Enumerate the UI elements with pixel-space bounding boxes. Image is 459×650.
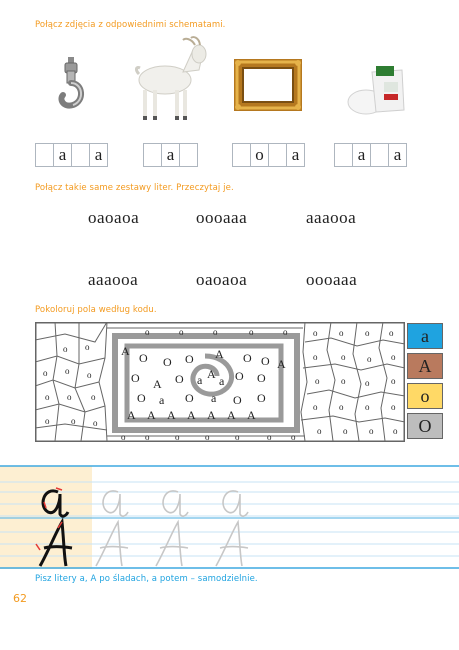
svg-text:o: o [249, 327, 254, 337]
scheme-goat [143, 143, 198, 167]
word: aaaooa [306, 208, 357, 227]
svg-text:O: O [233, 393, 242, 407]
svg-text:o: o [393, 426, 398, 436]
key-letter: o [420, 385, 430, 406]
svg-text:O: O [235, 369, 244, 383]
svg-text:o: o [85, 342, 90, 352]
svg-text:A: A [207, 367, 216, 381]
scheme-cell [35, 143, 53, 167]
svg-text:o: o [391, 376, 396, 386]
svg-text:a: a [219, 374, 225, 388]
scheme-cell [334, 143, 352, 167]
scheme-cell [268, 143, 286, 167]
svg-text:o: o [63, 344, 68, 354]
svg-text:o: o [365, 402, 370, 412]
svg-text:o: o [145, 327, 150, 337]
svg-text:O: O [137, 391, 146, 405]
svg-text:o: o [391, 402, 396, 412]
key-o [407, 383, 443, 409]
word: oooaaa [196, 208, 248, 227]
word: oaoaoa [196, 270, 248, 289]
scheme-cell [143, 143, 161, 167]
key-a [407, 323, 443, 349]
svg-text:o: o [145, 432, 150, 442]
svg-text:o: o [291, 432, 296, 442]
svg-text:o: o [341, 352, 346, 362]
svg-text:o: o [365, 378, 370, 388]
svg-text:o: o [367, 354, 372, 364]
hook-picture [55, 57, 87, 113]
svg-text:O: O [185, 391, 194, 405]
svg-text:o: o [369, 426, 374, 436]
svg-text:o: o [391, 352, 396, 362]
scheme-cell: a [388, 143, 407, 167]
svg-text:O: O [243, 351, 252, 365]
svg-text:o: o [65, 366, 70, 376]
svg-text:A: A [121, 344, 130, 358]
scheme-cell [71, 143, 89, 167]
svg-text:o: o [389, 328, 394, 338]
scheme-cell: a [89, 143, 108, 167]
svg-text:o: o [205, 432, 210, 442]
svg-text:o: o [267, 432, 272, 442]
svg-text:A: A [227, 408, 236, 422]
scheme-cell [232, 143, 250, 167]
svg-text:O: O [257, 371, 266, 385]
scheme-cell: o [250, 143, 268, 167]
svg-text:o: o [313, 352, 318, 362]
svg-text:o: o [235, 432, 240, 442]
svg-text:A: A [167, 408, 176, 422]
svg-text:O: O [185, 352, 194, 366]
svg-text:o: o [339, 402, 344, 412]
svg-text:a: a [159, 393, 165, 407]
svg-text:o: o [67, 392, 72, 402]
word: oooaaa [306, 270, 358, 289]
scheme-sack [334, 143, 407, 167]
svg-text:o: o [71, 416, 76, 426]
frame-picture [234, 59, 302, 111]
svg-text:o: o [93, 418, 98, 428]
svg-text:o: o [313, 402, 318, 412]
svg-text:o: o [315, 376, 320, 386]
scheme-frame [232, 143, 305, 167]
svg-text:A: A [127, 408, 136, 422]
word: oaoaoa [88, 208, 140, 227]
svg-text:O: O [163, 355, 172, 369]
svg-text:A: A [153, 377, 162, 391]
svg-text:o: o [121, 432, 126, 442]
svg-text:o: o [213, 327, 218, 337]
svg-text:a: a [197, 373, 203, 387]
svg-text:a: a [211, 391, 217, 405]
svg-text:O: O [261, 354, 270, 368]
scheme-hook [35, 143, 108, 167]
page-number: 62 [13, 592, 27, 605]
svg-text:o: o [175, 432, 180, 442]
key-letter: O [418, 415, 432, 436]
svg-text:A: A [277, 357, 286, 371]
svg-text:o: o [365, 328, 370, 338]
scheme-cell: a [286, 143, 305, 167]
svg-text:o: o [179, 327, 184, 337]
svg-text:o: o [313, 328, 318, 338]
key-letter: A [418, 355, 432, 376]
svg-text:o: o [317, 426, 322, 436]
task4-instruction: Pisz litery a, A po śladach, a potem – samodzielnie. [35, 574, 258, 584]
key-A [407, 353, 443, 379]
svg-text:o: o [343, 426, 348, 436]
svg-text:o: o [91, 392, 96, 402]
coloring-mosaic [35, 322, 405, 442]
handwriting-lines [0, 462, 459, 574]
svg-text:A: A [247, 408, 256, 422]
scheme-cell: a [53, 143, 71, 167]
svg-text:o: o [43, 368, 48, 378]
word: aaaooa [88, 270, 139, 289]
svg-text:o: o [283, 327, 288, 337]
svg-text:O: O [139, 351, 148, 365]
svg-text:o: o [341, 376, 346, 386]
scheme-cell [179, 143, 198, 167]
svg-text:o: o [45, 416, 50, 426]
scheme-cell: a [161, 143, 179, 167]
svg-text:A: A [215, 347, 224, 361]
svg-text:A: A [187, 408, 196, 422]
svg-text:o: o [87, 370, 92, 380]
key-letter: a [421, 325, 429, 346]
svg-text:O: O [175, 372, 184, 386]
svg-text:A: A [207, 408, 216, 422]
goat-picture [133, 36, 211, 122]
scheme-cell: a [352, 143, 370, 167]
svg-text:o: o [339, 328, 344, 338]
task3-instruction: Pokoloruj pola według kodu. [35, 305, 157, 315]
svg-text:o: o [45, 392, 50, 402]
sack-picture [346, 62, 408, 116]
svg-text:O: O [131, 371, 140, 385]
svg-text:A: A [147, 408, 156, 422]
task2-instruction: Połącz takie same zestawy liter. Przeczytaj je. [35, 183, 234, 193]
key-O [407, 413, 443, 439]
svg-text:O: O [257, 391, 266, 405]
scheme-cell [370, 143, 388, 167]
task1-instruction: Połącz zdjęcia z odpowiednimi schematami. [35, 20, 226, 30]
